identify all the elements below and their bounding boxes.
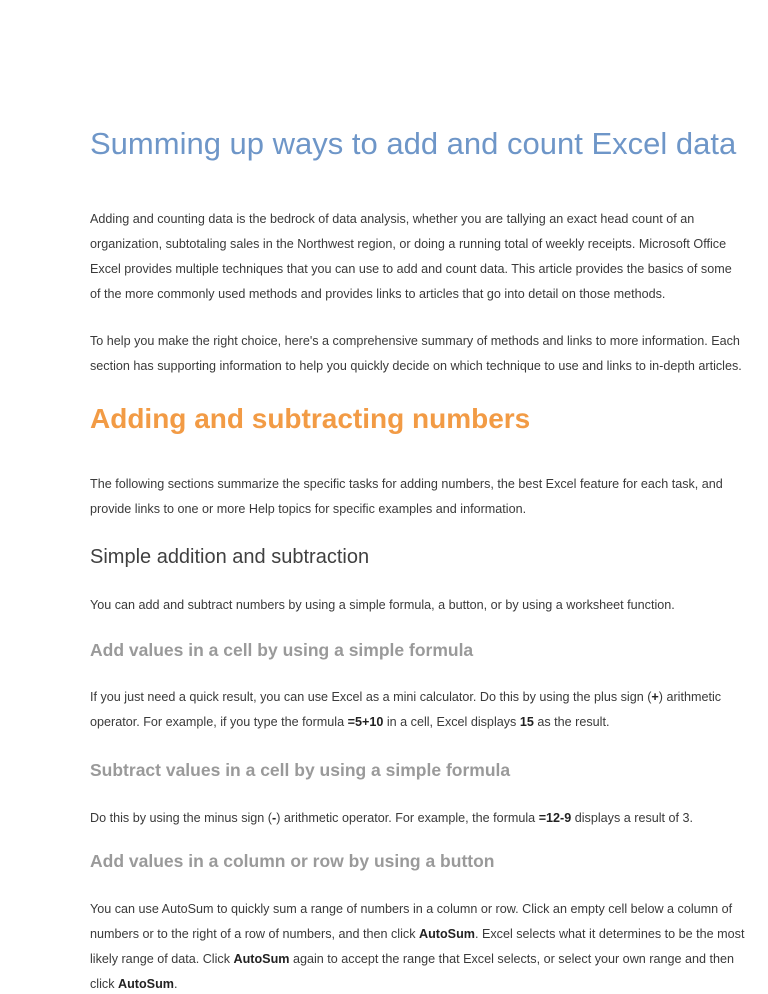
text: again to accept the range that Excel selects, or select your own range and then [289,952,735,966]
text-line: organization, subtotaling sales in the Northwest region, or doing a running total of weekly receipts. Microsoft Office [90,237,727,251]
text: operator. For example, if you type the formula [90,715,348,729]
text-line: The following sections summarize the specific tasks for adding numbers, the best Excel feature for each task, and [90,477,723,491]
text-line: of the more commonly used methods and provides links to articles that go into detail on those methods. [90,287,666,301]
add-cell-paragraph [90,685,722,735]
bold-text: =12-9 [538,811,572,825]
heading-add-button: Add values in a column or row by using a button [90,851,495,871]
intro-paragraph [90,207,732,307]
text: numbers or to the right of a row of numbers, and then click [90,927,419,941]
text: Do this by using the minus sign ( [90,811,272,825]
bold-text: =5+10 [347,715,384,729]
text: as the result. [533,715,610,729]
text-line: section has supporting information to help you quickly decide on which technique to use and links to in-depth articles. [90,359,742,373]
bold-text: AutoSum [233,952,290,966]
bold-text: + [651,690,659,704]
bold-text: - [272,811,277,825]
intro-paragraph-2 [90,329,742,379]
page-title: Summing up ways to add and count Excel data [90,126,737,161]
text-line: provide links to one or more Help topics for specific examples and information. [90,502,527,516]
bold-text: AutoSum [419,927,475,941]
heading-add-cell: Add values in a cell by using a simple formula [90,640,474,660]
text: If you just need a quick result, you can use Excel as a mini calculator. Do this by using the plus sign ( [90,690,652,704]
text: . [173,977,178,991]
section-heading-adding: Adding and subtracting numbers [90,403,531,434]
text-line: Excel provides multiple techniques that you can use to add and count data. This article provides the basics of some [90,262,732,276]
bold-text: AutoSum [118,977,174,991]
text-line: Adding and counting data is the bedrock of data analysis, whether you are tallying an exact head count of an [90,212,695,226]
text: in a cell, Excel displays [383,715,520,729]
text: ) arithmetic [658,690,722,704]
subtract-paragraph [90,806,694,831]
text: likely range of data. Click [90,952,234,966]
text: . Excel selects what it determines to be the most [474,927,745,941]
bold-text: 15 [519,715,534,729]
text: click [90,977,118,991]
subheading-simple: Simple addition and subtraction [90,546,370,568]
text-line: To help you make the right choice, here's a comprehensive summary of methods and links to more information. Each [90,334,740,348]
text-line: You can use AutoSum to quickly sum a range of numbers in a column or row. Click an empty cell below a column of [90,902,733,916]
adding-paragraph [90,472,723,522]
simple-paragraph: You can add and subtract numbers by using a simple formula, a button, or by using a worksheet function. [90,598,675,612]
button-paragraph [90,897,745,994]
heading-subtract-cell: Subtract values in a cell by using a simple formula [90,760,511,780]
text: ) arithmetic operator. For example, the formula [276,811,539,825]
text: displays a result of 3. [571,811,694,825]
